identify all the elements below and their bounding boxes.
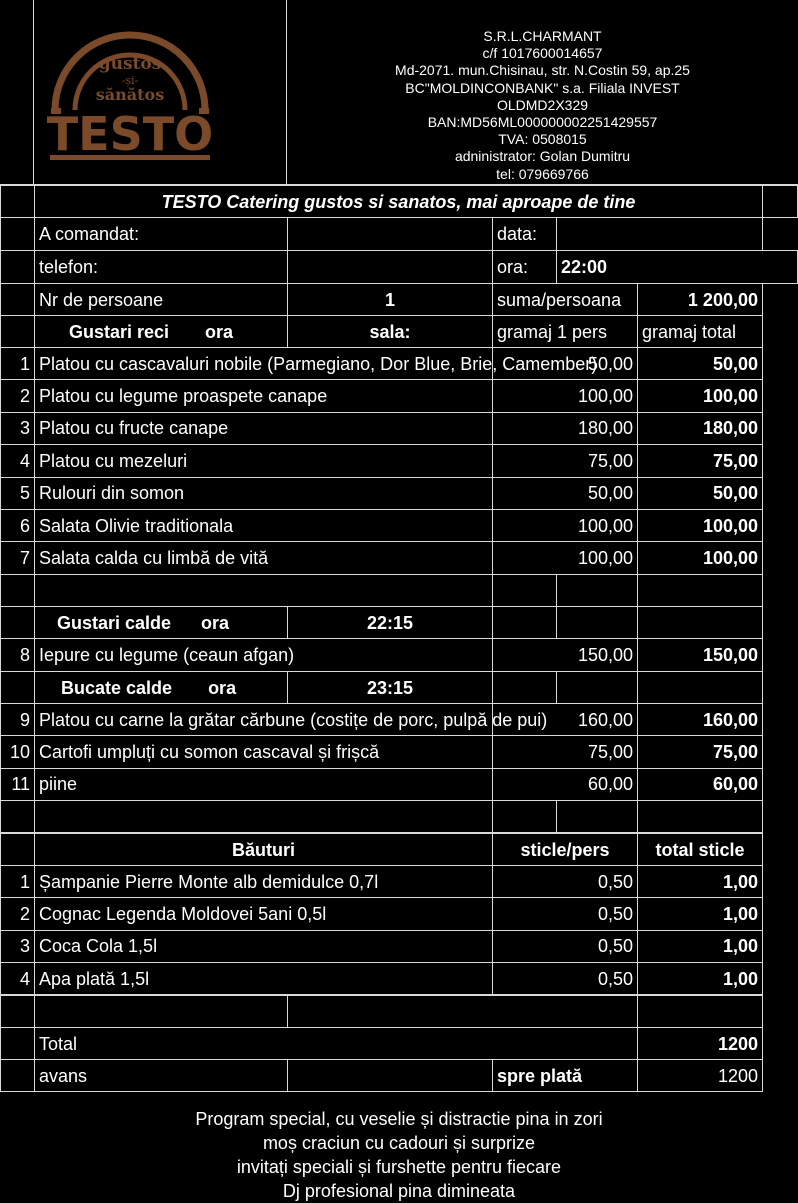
telefon-label: telefon: bbox=[34, 250, 288, 284]
num-cell bbox=[0, 1059, 35, 1092]
drink-per-person: 0,50 bbox=[492, 897, 638, 930]
empty-cell bbox=[637, 574, 763, 607]
drink-name: Șampanie Pierre Monte alb demidulce 0,7l bbox=[34, 865, 493, 898]
item-number: 2 bbox=[0, 379, 35, 412]
spacer-cell bbox=[762, 477, 798, 510]
num-cell bbox=[0, 606, 35, 639]
item-gramaj-1: 50,00 bbox=[492, 477, 638, 510]
item-number: 4 bbox=[0, 444, 35, 477]
spacer-cell bbox=[762, 217, 798, 251]
spacer-cell bbox=[762, 185, 798, 218]
item-gramaj-1: 60,00 bbox=[492, 768, 638, 801]
company-line: S.R.L.CHARMANT bbox=[483, 28, 602, 44]
spacer-cell bbox=[762, 768, 798, 801]
footer-line: Dj profesional pina dimineata bbox=[282, 1181, 516, 1201]
item-number: 8 bbox=[0, 638, 35, 672]
item-number: 6 bbox=[0, 509, 35, 542]
item-name: Platou cu fructe canape bbox=[34, 412, 493, 445]
sheet-title: TESTO Catering gustos si sanatos, mai aproape de tine bbox=[34, 185, 763, 218]
num-cell bbox=[0, 1027, 35, 1060]
telefon-value bbox=[287, 250, 493, 284]
ora-value: 22:00 bbox=[556, 250, 798, 284]
drink-name: Coca Cola 1,5l bbox=[34, 930, 493, 963]
company-line: BAN:MD56ML000000002251429557 bbox=[427, 114, 658, 131]
hot-starters-ora: ora bbox=[201, 612, 230, 633]
spacer-cell bbox=[762, 315, 798, 348]
num-cell bbox=[0, 217, 35, 251]
gramaj-1-header: gramaj 1 pers bbox=[492, 315, 638, 348]
item-gramaj-total: 160,00 bbox=[637, 703, 763, 736]
item-gramaj-total: 180,00 bbox=[637, 412, 763, 445]
item-name: Platou cu legume proaspete canape bbox=[34, 379, 493, 412]
empty-cell bbox=[637, 671, 763, 704]
empty-cell bbox=[637, 606, 763, 639]
empty-cell bbox=[287, 995, 638, 1028]
empty-cell bbox=[556, 574, 638, 607]
spacer-cell bbox=[762, 379, 798, 412]
item-name: piine bbox=[34, 768, 493, 801]
item-gramaj-1: 75,00 bbox=[492, 735, 638, 768]
item-number: 9 bbox=[0, 703, 35, 736]
num-cell bbox=[0, 800, 35, 833]
num-cell bbox=[0, 671, 35, 704]
drinks-header: Băuturi bbox=[34, 833, 493, 866]
avans-value bbox=[287, 1059, 493, 1092]
spacer-cell bbox=[762, 606, 798, 639]
item-gramaj-total: 60,00 bbox=[637, 768, 763, 801]
item-gramaj-1: 100,00 bbox=[492, 541, 638, 574]
drink-per-person: 0,50 bbox=[492, 930, 638, 963]
drinks-per-header: sticle/pers bbox=[492, 833, 638, 866]
empty-cell bbox=[34, 995, 288, 1028]
spacer-cell bbox=[762, 833, 798, 866]
spre-plata-value: 1200 bbox=[637, 1059, 763, 1092]
drink-name: Cognac Legenda Moldovei 5ani 0,5l bbox=[34, 897, 493, 930]
company-line: tel: 079669766 bbox=[496, 165, 589, 182]
total-label: Total bbox=[34, 1027, 638, 1060]
num-cell bbox=[0, 185, 35, 218]
company-line: BC"MOLDINCONBANK" s.a. Filiala INVEST bbox=[405, 79, 680, 96]
drink-per-person: 0,50 bbox=[492, 865, 638, 898]
company-line: OLDMD2X329 bbox=[496, 96, 589, 113]
item-number: 1 bbox=[0, 347, 35, 380]
item-gramaj-total: 75,00 bbox=[637, 735, 763, 768]
item-number: 11 bbox=[0, 768, 35, 801]
item-gramaj-1: 160,00 bbox=[492, 703, 638, 736]
item-gramaj-1: 100,00 bbox=[492, 509, 638, 542]
hot-dishes-time: 23:15 bbox=[287, 671, 493, 704]
spacer-cell bbox=[762, 735, 798, 768]
num-cell bbox=[0, 283, 35, 316]
item-number: 7 bbox=[0, 541, 35, 574]
sala-label: sala: bbox=[287, 315, 493, 348]
item-name: Iepure cu legume (ceaun afgan) bbox=[34, 638, 493, 672]
item-gramaj-total: 100,00 bbox=[637, 541, 763, 574]
ora-label: ora: bbox=[492, 250, 557, 284]
data-value bbox=[556, 217, 763, 251]
hot-dishes-header bbox=[34, 671, 288, 704]
item-gramaj-total: 75,00 bbox=[637, 444, 763, 477]
spacer-cell bbox=[762, 703, 798, 736]
empty-cell bbox=[492, 800, 557, 833]
item-number: 10 bbox=[0, 735, 35, 768]
footer-line: invitați speciali și furshette pentru fiecare bbox=[236, 1157, 562, 1177]
data-label: data: bbox=[492, 217, 557, 251]
item-name: Salata calda cu limbă de vită bbox=[34, 541, 493, 574]
item-gramaj-1: 75,00 bbox=[492, 444, 638, 477]
spacer-cell bbox=[762, 1059, 798, 1092]
item-number: 3 bbox=[0, 412, 35, 445]
drink-number: 2 bbox=[0, 897, 35, 930]
comandat-label: A comandat: bbox=[34, 217, 288, 251]
logo-brand: TESTO bbox=[46, 107, 214, 161]
item-gramaj-total: 50,00 bbox=[637, 477, 763, 510]
spacer-cell bbox=[762, 1027, 798, 1060]
company-line: Md-2071. mun.Chisinau, str. N.Costin 59, ap.25 bbox=[395, 62, 690, 79]
cold-header-ora: ora bbox=[205, 321, 234, 342]
cold-header-label: Gustari reci bbox=[69, 321, 170, 342]
num-cell bbox=[0, 315, 35, 348]
spacer-cell bbox=[762, 444, 798, 477]
drink-total: 1,00 bbox=[637, 865, 763, 898]
item-gramaj-1: 150,00 bbox=[492, 638, 638, 672]
suma-label: suma/persoana bbox=[492, 283, 638, 316]
logo-bottom-text: sănătos bbox=[95, 85, 165, 104]
item-number: 5 bbox=[0, 477, 35, 510]
spacer-cell bbox=[762, 671, 798, 704]
empty-cell bbox=[637, 995, 763, 1028]
empty-cell bbox=[492, 574, 557, 607]
empty-cell bbox=[556, 671, 638, 704]
empty-cell bbox=[556, 800, 638, 833]
spacer-cell bbox=[762, 283, 798, 316]
item-gramaj-1: 180,00 bbox=[492, 412, 638, 445]
spre-plata-label: spre plată bbox=[492, 1059, 638, 1092]
spacer-cell bbox=[762, 347, 798, 380]
empty-cell bbox=[492, 606, 557, 639]
persoane-value: 1 bbox=[287, 283, 493, 316]
testo-logo bbox=[45, 12, 215, 167]
item-gramaj-total: 100,00 bbox=[637, 509, 763, 542]
empty-cell bbox=[34, 800, 493, 833]
item-gramaj-1: 50,00 bbox=[492, 347, 638, 380]
company-details bbox=[330, 28, 755, 183]
drink-number: 1 bbox=[0, 865, 35, 898]
num-cell bbox=[0, 574, 35, 607]
company-line: TVA: 0508015 bbox=[498, 131, 587, 148]
item-gramaj-total: 100,00 bbox=[637, 379, 763, 412]
num-cell bbox=[0, 250, 35, 284]
comandat-value bbox=[287, 217, 493, 251]
empty-cell bbox=[556, 606, 638, 639]
persoane-label: Nr de persoane bbox=[34, 283, 288, 316]
hot-starters-label: Gustari calde bbox=[57, 612, 172, 633]
item-name: Rulouri din somon bbox=[34, 477, 493, 510]
company-line: adninistrator: Golan Dumitru bbox=[454, 148, 631, 165]
avans-label: avans bbox=[34, 1059, 288, 1092]
spacer-cell bbox=[762, 509, 798, 542]
cold-header bbox=[34, 315, 288, 348]
num-cell bbox=[0, 833, 35, 866]
header-margin bbox=[0, 0, 34, 185]
footer-line: moș craciun cu cadouri și surprize bbox=[262, 1133, 536, 1153]
logo-mid-text: -și- bbox=[121, 74, 139, 87]
hot-starters-time: 22:15 bbox=[287, 606, 493, 639]
item-gramaj-1: 100,00 bbox=[492, 379, 638, 412]
drink-total: 1,00 bbox=[637, 962, 763, 995]
total-value: 1200 bbox=[637, 1027, 763, 1060]
item-name: Salata Olivie traditionala bbox=[34, 509, 493, 542]
drink-number: 3 bbox=[0, 930, 35, 963]
footer-note bbox=[0, 1107, 798, 1203]
drink-total: 1,00 bbox=[637, 897, 763, 930]
drink-per-person: 0,50 bbox=[492, 962, 638, 995]
drink-name: Apa plată 1,5l bbox=[34, 962, 493, 995]
suma-value: 1 200,00 bbox=[637, 283, 763, 316]
logo-top-text: gustos bbox=[98, 54, 162, 74]
hot-dishes-label: Bucate calde bbox=[61, 677, 173, 698]
item-gramaj-total: 50,00 bbox=[637, 347, 763, 380]
gramaj-total-header: gramaj total bbox=[637, 315, 763, 348]
empty-cell bbox=[34, 574, 493, 607]
spacer-cell bbox=[762, 541, 798, 574]
item-name: Platou cu carne la grătar cărbune (costițe de porc, pulpă de pui) bbox=[34, 703, 493, 736]
spacer-cell bbox=[762, 412, 798, 445]
drink-total: 1,00 bbox=[637, 930, 763, 963]
item-name: Cartofi umpluți cu somon cascaval și frișcă bbox=[34, 735, 493, 768]
footer-line: Program special, cu veselie și distractie pina in zori bbox=[195, 1109, 603, 1129]
hot-starters-header bbox=[34, 606, 288, 639]
num-cell bbox=[0, 995, 35, 1028]
empty-cell bbox=[637, 800, 763, 833]
item-name: Platou cu cascavaluri nobile (Parmegiano, Dor Blue, Brie, Camember) bbox=[34, 347, 493, 380]
spacer-cell bbox=[762, 638, 798, 672]
hot-dishes-ora: ora bbox=[208, 677, 237, 698]
item-name: Platou cu mezeluri bbox=[34, 444, 493, 477]
item-gramaj-total: 150,00 bbox=[637, 638, 763, 672]
company-line: c/f 1017600014657 bbox=[482, 45, 603, 62]
drinks-total-header: total sticle bbox=[637, 833, 763, 866]
empty-cell bbox=[492, 671, 557, 704]
drink-number: 4 bbox=[0, 962, 35, 995]
